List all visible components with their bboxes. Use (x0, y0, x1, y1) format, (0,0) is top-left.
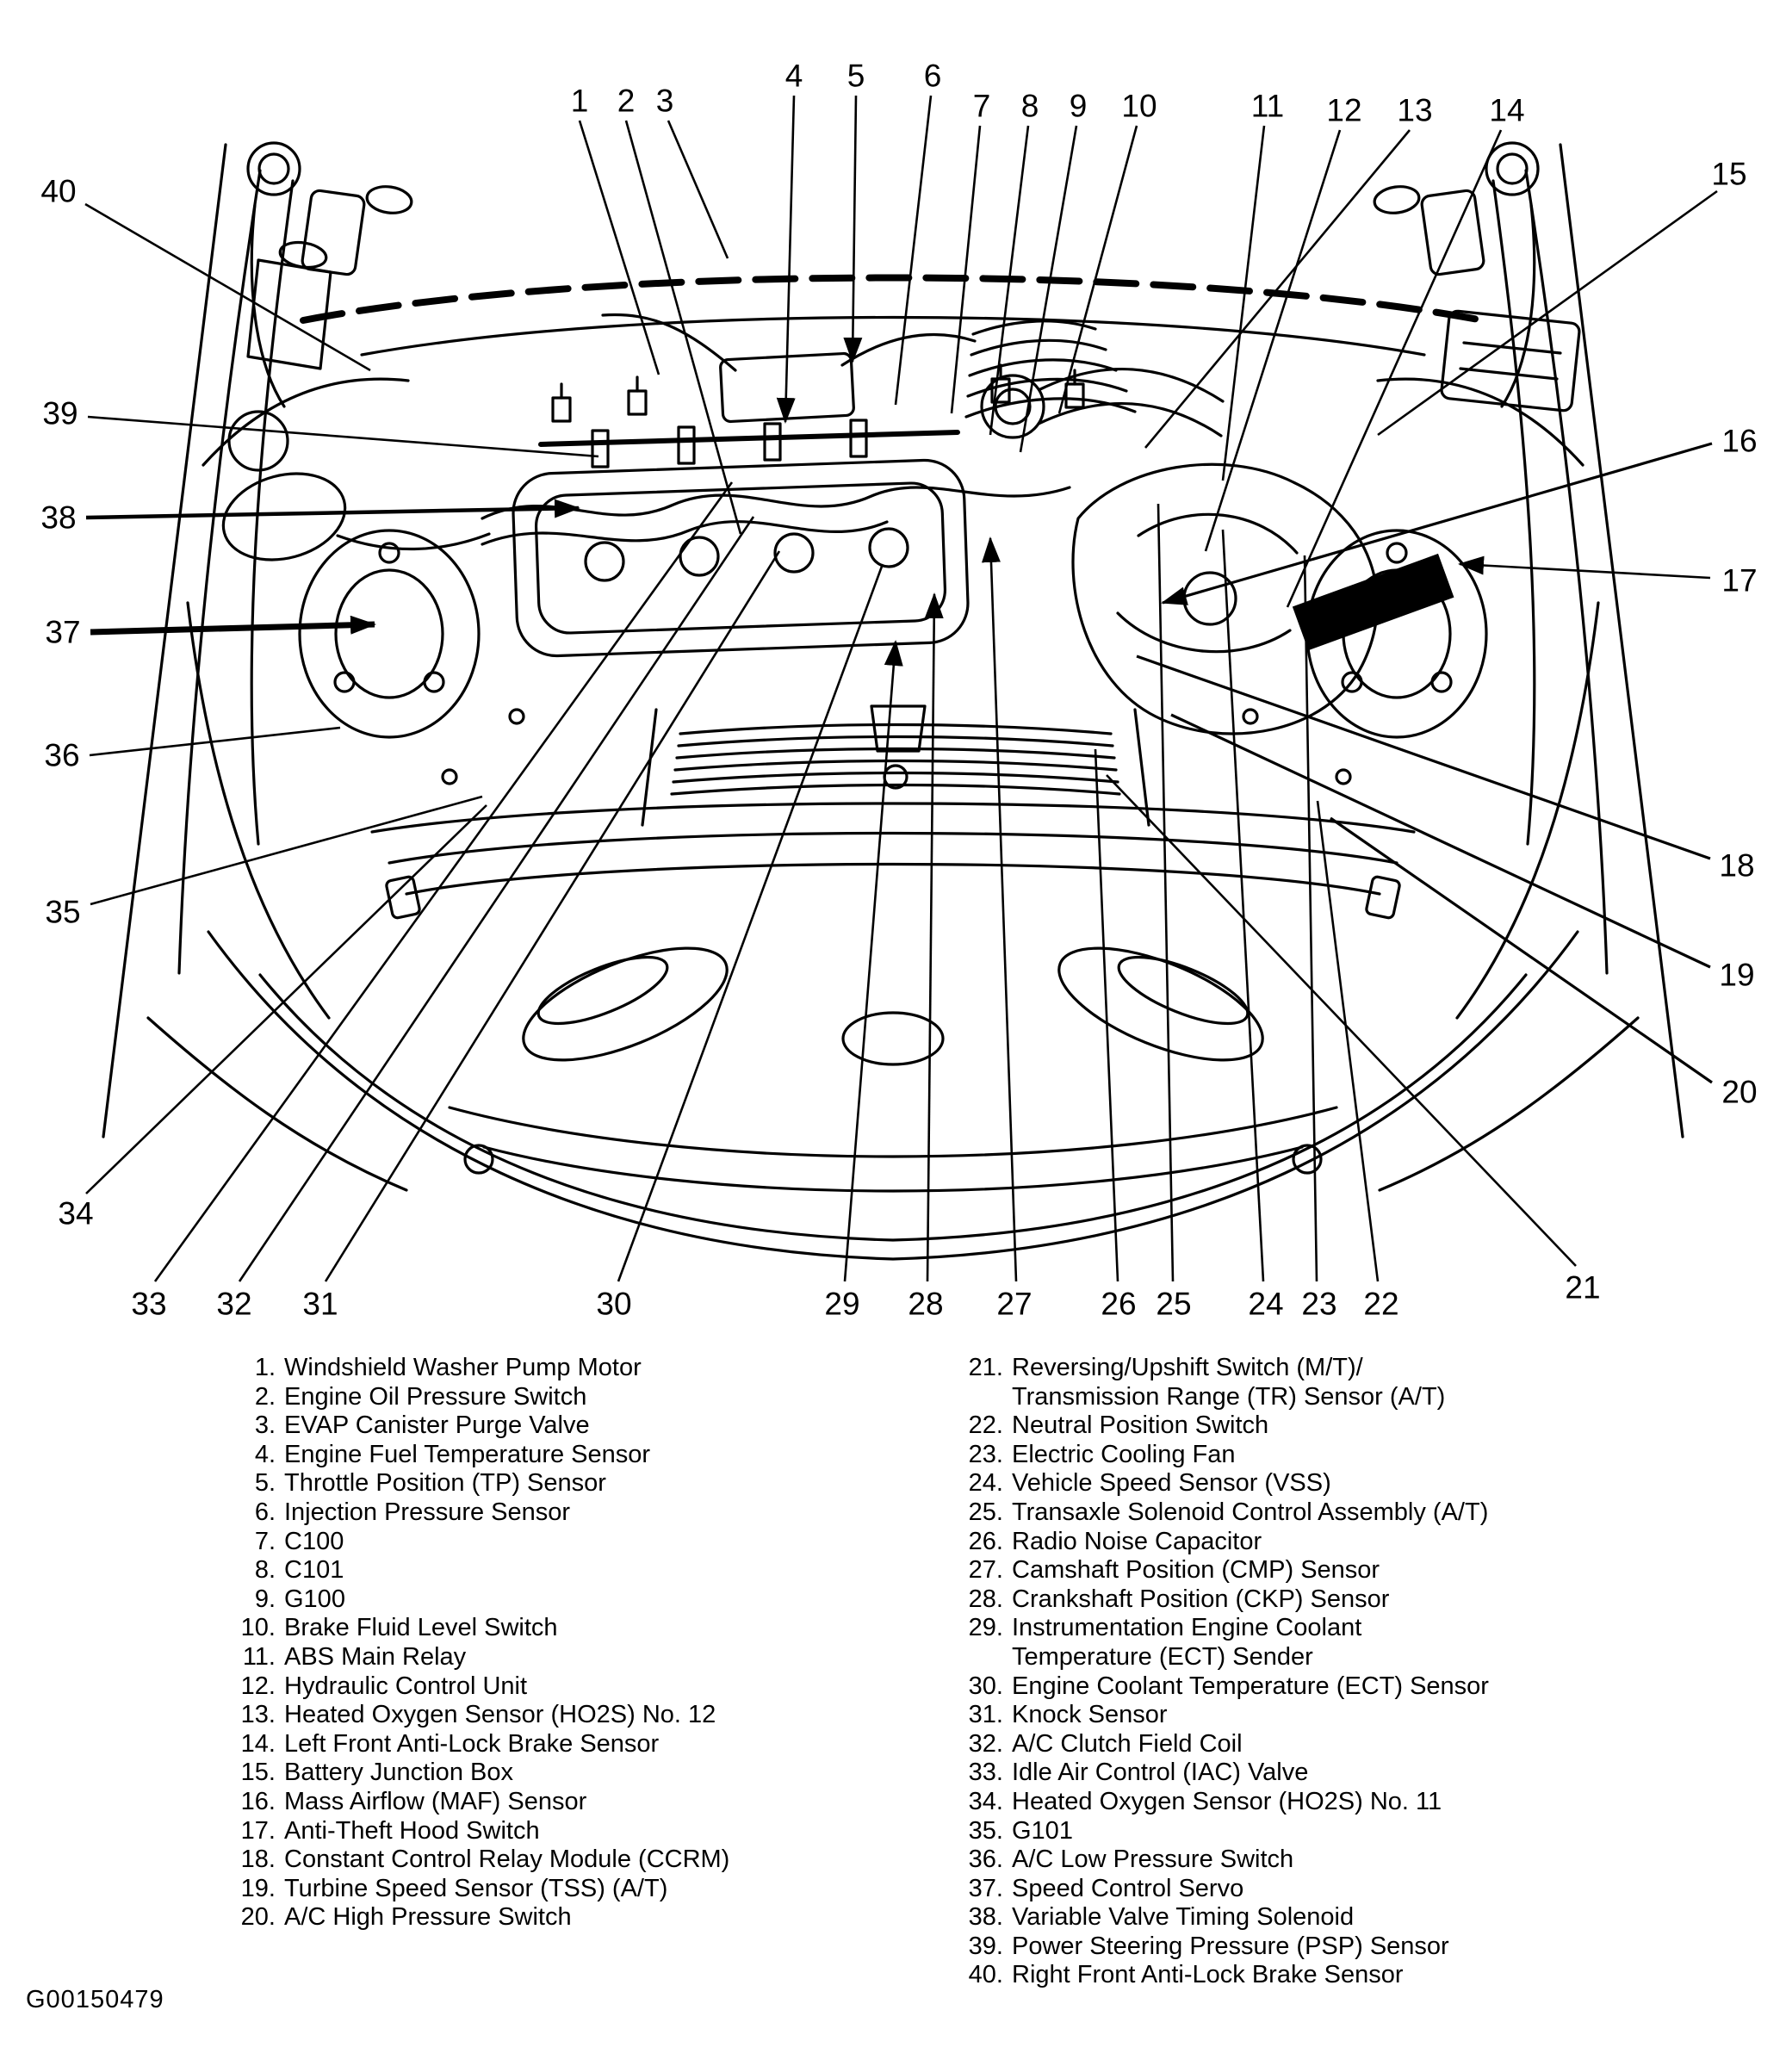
spark-plug-well (680, 537, 718, 575)
legend-item-35 (874, 1817, 1489, 1846)
legend-item-14 (146, 1730, 729, 1759)
legend-item-27 (874, 1556, 1489, 1585)
legend-item-label: Radio Noise Capacitor (1012, 1527, 1262, 1555)
callout-number-6: 6 (923, 58, 942, 94)
legend-item-number: 15. (240, 1759, 276, 1787)
wiring-harness (482, 487, 1070, 518)
callout-number-4: 4 (784, 58, 803, 94)
strut-bolt (335, 673, 354, 692)
legend-item-1 (146, 1354, 729, 1383)
air-cleaner (214, 461, 355, 573)
legend-item-16 (146, 1788, 729, 1817)
cowl-line (362, 318, 1424, 356)
callout-number-30: 30 (596, 1286, 632, 1322)
callout-line-24 (1223, 530, 1263, 1281)
harness-clip (553, 398, 570, 421)
callout-number-32: 32 (216, 1286, 252, 1322)
callout-number-15: 15 (1711, 156, 1747, 192)
legend-item-number: 13. (240, 1701, 276, 1729)
headlamp-left-inner (530, 944, 675, 1037)
legend-item-18 (146, 1846, 729, 1875)
callout-line-7 (952, 126, 980, 413)
legend-item-5 (146, 1469, 729, 1498)
bumper-opening (843, 1013, 943, 1064)
legend-item-number: 33. (968, 1759, 1003, 1787)
legend-item-label: Throttle Position (TP) Sensor (284, 1469, 606, 1498)
legend-item-label: Right Front Anti-Lock Brake Sensor (1012, 1961, 1404, 1989)
legend-item-label: C101 (284, 1556, 344, 1585)
legend-item-label: Transaxle Solenoid Control Assembly (A/T) (1012, 1498, 1489, 1526)
legend-item-label: Windshield Washer Pump Motor (284, 1354, 642, 1381)
callout-number-13: 13 (1397, 92, 1433, 128)
hinge-left (251, 205, 284, 406)
callout-line-20 (1330, 818, 1712, 1083)
legend-item-label: EVAP Canister Purge Valve (284, 1411, 590, 1440)
callout-number-14: 14 (1489, 92, 1525, 128)
callout-line-22 (1318, 801, 1378, 1281)
legend-item-label: Power Steering Pressure (PSP) Sensor (1012, 1932, 1449, 1960)
callout-number-28: 28 (908, 1286, 944, 1322)
callout-line-25 (1158, 504, 1173, 1281)
legend-item-label: Heated Oxygen Sensor (HO2S) No. 12 (284, 1701, 716, 1729)
legend-item-number: 27. (968, 1556, 1003, 1585)
radiator-slat (680, 725, 1111, 735)
legend-item-number: 37. (968, 1874, 1003, 1902)
harness-clip (629, 391, 646, 414)
wiring-harness-lower (482, 522, 887, 544)
legend-item-number: 6. (254, 1498, 276, 1526)
apron-left (203, 379, 408, 465)
legend-item-label: Speed Control Servo (1012, 1874, 1244, 1902)
legend-item-21 (874, 1354, 1489, 1383)
legend-item-38 (874, 1903, 1489, 1932)
legend-item-label: A/C Low Pressure Switch (1012, 1846, 1294, 1874)
legend-item-label: Neutral Position Switch (1012, 1411, 1269, 1440)
reservoir-cap-right-inner (1498, 154, 1527, 183)
legend-item-number: 22. (968, 1411, 1003, 1440)
callout-number-9: 9 (1069, 88, 1088, 124)
apron-left-lower (188, 603, 329, 1018)
callout-number-19: 19 (1719, 957, 1755, 993)
legend-item-11 (146, 1643, 729, 1672)
support-beam (389, 834, 1397, 864)
legend-item-label: Crankshaft Position (CKP) Sensor (1012, 1585, 1390, 1613)
legend-item-label: Transmission Range (TR) Sensor (A/T) (1012, 1382, 1446, 1411)
air-inlet (229, 412, 288, 470)
callout-number-37: 37 (45, 614, 81, 650)
legend-item-label: ABS Main Relay (284, 1642, 467, 1671)
spark-plug-well (586, 543, 623, 580)
legend-item-13 (146, 1701, 729, 1730)
callout-number-39: 39 (42, 395, 78, 431)
callout-number-10: 10 (1121, 88, 1157, 124)
reservoir-cap-right-outer (1486, 143, 1538, 195)
legend-item-label: A/C Clutch Field Coil (1012, 1729, 1243, 1758)
callout-line-5 (853, 96, 856, 362)
legend-item-number: 38. (968, 1903, 1003, 1932)
legend-item-number: 1. (254, 1354, 276, 1381)
legend-item-3 (146, 1411, 729, 1441)
legend-item-number: 16. (240, 1787, 276, 1815)
wheel-well-right (1380, 1018, 1638, 1190)
callout-line-26 (1095, 749, 1118, 1281)
strut-bolt (1432, 673, 1451, 692)
legend-item-number: 2. (254, 1382, 276, 1411)
connector-dot (510, 710, 524, 723)
legend-item-label: C100 (284, 1527, 344, 1555)
engine-bay-art (103, 143, 1683, 1259)
legend-item-label: Camshaft Position (CMP) Sensor (1012, 1556, 1380, 1585)
callout-line-34 (86, 805, 487, 1194)
radiator-slat (679, 737, 1113, 747)
legend-item-31 (874, 1701, 1489, 1730)
fender-line-left (179, 171, 260, 973)
callout-number-38: 38 (40, 499, 77, 536)
legend-item-number: 32. (968, 1729, 1003, 1758)
apron-right (1378, 379, 1583, 465)
connector-dot (1336, 770, 1350, 784)
callout-number-17: 17 (1721, 562, 1758, 599)
support-beam (406, 865, 1380, 895)
legend-item-number: 19. (240, 1874, 276, 1902)
legend-item-label: Vehicle Speed Sensor (VSS) (1012, 1469, 1331, 1498)
legend-item-label: A/C High Pressure Switch (284, 1903, 572, 1932)
bracket-right (1421, 189, 1485, 276)
legend-item-4 (146, 1441, 729, 1470)
radiator-slat (672, 785, 1119, 795)
legend-item-label: Variable Valve Timing Solenoid (1012, 1903, 1355, 1932)
legend-item-number: 12. (240, 1672, 276, 1700)
legend-item-number: 34. (968, 1787, 1003, 1815)
legend-item-label: Knock Sensor (1012, 1701, 1168, 1729)
callout-number-1: 1 (570, 83, 589, 119)
callout-number-8: 8 (1020, 88, 1039, 124)
connector-dot (443, 770, 456, 784)
legend-column-right (874, 1354, 1489, 1990)
callout-line-30 (618, 564, 883, 1281)
legend-item-32 (874, 1730, 1489, 1759)
legend-item-number: 7. (254, 1527, 276, 1555)
inner-fender-right (1493, 181, 1535, 844)
bracket-left (301, 189, 365, 276)
callout-number-2: 2 (617, 83, 636, 119)
legend-item-number: 20. (240, 1903, 276, 1932)
legend-item-23 (874, 1441, 1489, 1470)
fascia-arc (208, 932, 1578, 1259)
legend-item-label: Brake Fluid Level Switch (284, 1614, 558, 1642)
legend-item-8 (146, 1556, 729, 1585)
callout-line-4 (785, 96, 794, 422)
callout-line-11 (1223, 126, 1264, 481)
legend-item-label: Idle Air Control (IAC) Valve (1012, 1759, 1309, 1787)
callout-line-28 (927, 594, 934, 1281)
callout-line-17 (1460, 564, 1710, 578)
callout-number-23: 23 (1301, 1286, 1337, 1322)
bumper-arc (450, 1107, 1336, 1157)
legend-column-left (146, 1354, 729, 1932)
legend-item-label: Injection Pressure Sensor (284, 1498, 571, 1526)
cap-right-small (1373, 184, 1421, 216)
legend-item-number: 24. (968, 1469, 1003, 1498)
legend-item-label: Turbine Speed Sensor (TSS) (A/T) (284, 1874, 668, 1902)
legend-item-label: Temperature (ECT) Sender (1012, 1642, 1313, 1671)
legend-item-label: Constant Control Relay Module (CCRM) (284, 1846, 730, 1874)
legend-item-number (874, 1643, 1003, 1672)
callout-line-15 (1378, 191, 1717, 435)
legend-item-label: Engine Fuel Temperature Sensor (284, 1440, 651, 1468)
legend-item-number: 31. (968, 1701, 1003, 1729)
legend-item-number: 40. (968, 1961, 1003, 1989)
legend-item-number: 21. (968, 1354, 1003, 1381)
callout-line-36 (90, 728, 340, 755)
plug-wire (842, 335, 975, 365)
legend-item-36 (874, 1846, 1489, 1875)
legend-item-number: 10. (240, 1614, 276, 1642)
callout-number-25: 25 (1156, 1286, 1192, 1322)
injector (592, 431, 608, 467)
legend-item-number: 5. (254, 1469, 276, 1498)
legend-item-29 (874, 1614, 1489, 1643)
legend-item-number: 29. (968, 1614, 1003, 1642)
legend-item-22 (874, 1411, 1489, 1441)
strut-bolt (1387, 543, 1406, 562)
legend-item-number: 23. (968, 1440, 1003, 1468)
callout-number-3: 3 (655, 83, 674, 119)
callout-line-27 (990, 538, 1016, 1281)
callout-number-34: 34 (58, 1195, 94, 1231)
callout-number-20: 20 (1721, 1074, 1758, 1110)
body-edge-left (103, 145, 226, 1137)
legend-item-26 (874, 1528, 1489, 1557)
body-edge-right (1560, 145, 1683, 1137)
callout-line-40 (85, 204, 370, 370)
harness-clip (1066, 384, 1083, 407)
legend-item-15 (146, 1759, 729, 1788)
support-beam (372, 803, 1414, 832)
legend-item-17 (146, 1817, 729, 1846)
callout-line-32 (239, 517, 753, 1281)
legend-item-21-cont (874, 1383, 1489, 1412)
legend-item-20 (146, 1903, 729, 1932)
callout-line-6 (896, 96, 931, 405)
callout-number-22: 22 (1363, 1286, 1399, 1322)
callout-number-36: 36 (44, 737, 80, 773)
strut-bolt (425, 673, 443, 692)
legend-item-10 (146, 1614, 729, 1643)
callout-line-38 (86, 508, 579, 518)
callout-number-18: 18 (1719, 847, 1755, 884)
wheel-well-left (148, 1018, 406, 1190)
cowl-dashed-line (303, 278, 1483, 321)
legend-item-30 (874, 1672, 1489, 1702)
legend-item-label: Left Front Anti-Lock Brake Sensor (284, 1729, 660, 1758)
legend-item-24 (874, 1469, 1489, 1498)
legend-item-39 (874, 1932, 1489, 1962)
legend-item-40 (874, 1961, 1489, 1990)
callout-number-24: 24 (1248, 1286, 1284, 1322)
legend-item-label: Mass Airflow (MAF) Sensor (284, 1787, 587, 1815)
legend-item-label: Electric Cooling Fan (1012, 1440, 1236, 1468)
legend-item-33 (874, 1759, 1489, 1788)
legend-item-28 (874, 1585, 1489, 1615)
legend-item-25 (874, 1498, 1489, 1528)
radiator-slat (673, 773, 1118, 783)
legend-item-number: 17. (240, 1816, 276, 1845)
legend-item-label: Engine Oil Pressure Switch (284, 1382, 587, 1411)
legend-item-number: 39. (968, 1932, 1003, 1960)
reservoir-cap-left-inner (259, 154, 288, 183)
fuel-rail (541, 432, 958, 444)
plenum-rib (973, 321, 1095, 334)
legend-item-number: 36. (968, 1846, 1003, 1874)
callout-line-37 (90, 624, 375, 632)
callout-number-35: 35 (45, 894, 81, 930)
callout-line-33 (155, 482, 732, 1281)
transaxle-rib (1118, 613, 1290, 652)
callout-layer (40, 59, 1757, 1322)
legend-item-29-cont (874, 1643, 1489, 1672)
junction-box-rib (1460, 369, 1557, 379)
plenum-rib (970, 360, 1116, 375)
callout-number-11: 11 (1250, 88, 1285, 124)
legend-item-label: G101 (1012, 1816, 1073, 1845)
legend-item-label: Battery Junction Box (284, 1759, 513, 1787)
headlamp-right-inner (1111, 944, 1256, 1037)
callout-line-39 (88, 417, 598, 456)
legend-item-number: 25. (968, 1498, 1003, 1526)
legend-item-number: 9. (254, 1585, 276, 1613)
legend-item-7 (146, 1528, 729, 1557)
legend-item-label: G100 (284, 1585, 345, 1613)
callout-line-3 (668, 121, 728, 258)
injector (851, 420, 866, 456)
callout-number-29: 29 (824, 1286, 860, 1322)
legend-item-number: 30. (968, 1672, 1003, 1700)
transaxle-rib (1138, 514, 1297, 553)
reservoir-cap-left-outer (248, 143, 300, 195)
legend-item-number: 4. (254, 1440, 276, 1468)
connector-dot (1243, 710, 1257, 723)
legend-item-number: 18. (240, 1846, 276, 1874)
legend-item-number: 11. (242, 1642, 276, 1671)
callout-line-18 (1137, 656, 1710, 859)
cap-left-small (365, 184, 413, 216)
legend-item-number: 26. (968, 1527, 1003, 1555)
legend-item-9 (146, 1585, 729, 1615)
legend-item-number: 35. (968, 1816, 1003, 1845)
legend-item-6 (146, 1498, 729, 1528)
legend-item-label: Hydraulic Control Unit (284, 1672, 528, 1700)
callout-line-21 (1107, 775, 1576, 1266)
legend-item-number: 14. (240, 1729, 276, 1758)
injector (679, 427, 694, 463)
legend-item-37 (874, 1875, 1489, 1904)
legend-item-label: Heated Oxygen Sensor (HO2S) No. 11 (1012, 1787, 1442, 1815)
legend-item-12 (146, 1672, 729, 1702)
callout-number-33: 33 (131, 1286, 167, 1322)
callout-line-19 (1171, 715, 1710, 967)
legend-item-19 (146, 1875, 729, 1904)
callout-line-1 (580, 121, 659, 375)
callout-line-35 (90, 797, 482, 904)
callout-number-12: 12 (1326, 92, 1362, 128)
injector (765, 424, 780, 460)
spark-plug-well (775, 534, 813, 572)
legend-item-34 (874, 1788, 1489, 1817)
side-marker (1366, 876, 1400, 919)
valve-cover-inner (535, 482, 946, 634)
hood-latch (871, 706, 925, 751)
callout-number-40: 40 (40, 173, 77, 209)
callout-number-27: 27 (996, 1286, 1033, 1322)
legend-item-2 (146, 1383, 729, 1412)
callout-number-5: 5 (846, 58, 865, 94)
legend-item-label: Instrumentation Engine Coolant (1012, 1614, 1362, 1642)
legend-item-number: 28. (968, 1585, 1003, 1613)
callout-number-16: 16 (1721, 423, 1758, 459)
spark-plug-well (870, 529, 908, 567)
callout-number-7: 7 (972, 88, 991, 124)
callout-number-26: 26 (1101, 1286, 1137, 1322)
legend-item-number: 8. (254, 1556, 276, 1585)
legend-item-number (874, 1383, 1003, 1412)
legend-item-label: Reversing/Upshift Switch (M/T)/ (1012, 1354, 1363, 1381)
figure-code: G00150479 (26, 1986, 164, 2013)
callout-number-31: 31 (302, 1286, 338, 1322)
legend-item-label: Anti-Theft Hood Switch (284, 1816, 540, 1845)
legend-item-number: 3. (254, 1411, 276, 1440)
callout-line-9 (1020, 126, 1076, 452)
legend-item-label: Engine Coolant Temperature (ECT) Sensor (1012, 1672, 1489, 1700)
callout-number-21: 21 (1565, 1269, 1601, 1306)
bumper-arc (484, 1147, 1302, 1191)
